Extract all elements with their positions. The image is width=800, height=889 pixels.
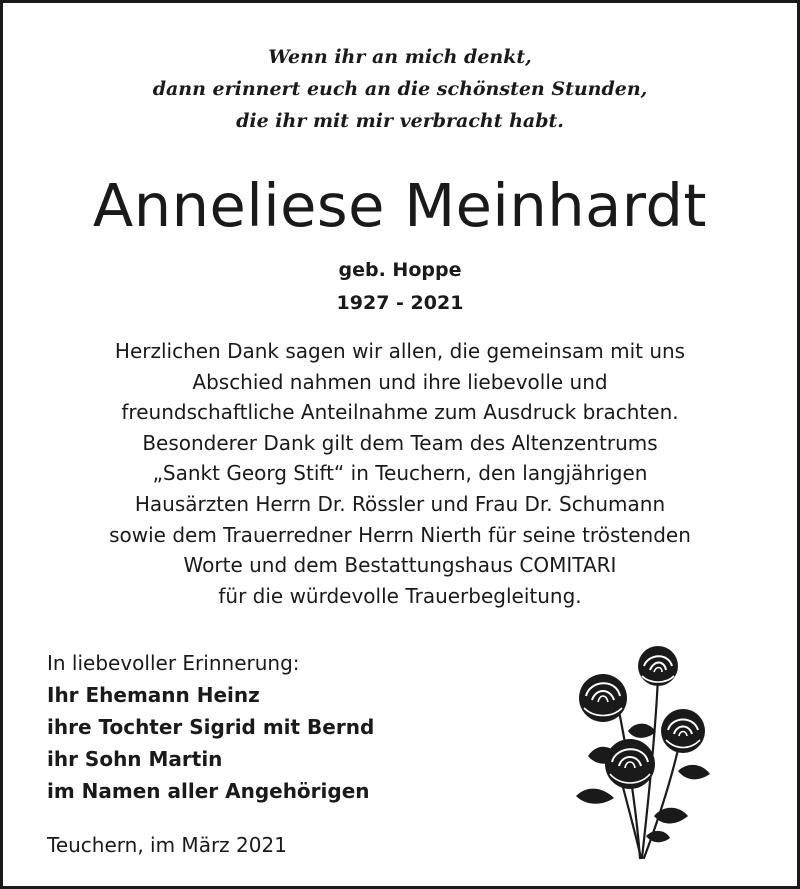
quote-line: Wenn ihr an mich denkt, [268, 46, 532, 68]
signer-name: ihr Sohn Martin [47, 747, 223, 771]
thanks-line: Abschied nahmen und ihre liebevolle und [192, 369, 608, 394]
thanks-line: Besonderer Dank gilt dem Team des Altenzentrums [142, 430, 658, 455]
life-years: 1927 - 2021 [336, 292, 464, 314]
thanks-line: freundschaftliche Anteilnahme zum Ausdruck brachten. [121, 400, 679, 425]
thanks-line: für die würdevolle Trauerbegleitung. [218, 583, 582, 608]
roses-icon [558, 636, 718, 861]
memorial-quote [3, 41, 797, 137]
thanks-text [3, 336, 797, 611]
signers-block [47, 647, 374, 807]
signer-name: Ihr Ehemann Heinz [47, 683, 260, 707]
thanks-line: sowie dem Trauerredner Herrn Nierth für seine tröstenden [109, 522, 691, 547]
signer-name: im Namen aller Angehörigen [47, 779, 370, 803]
thanks-line: Hausärzten Herrn Dr. Rössler und Frau Dr. Schumann [134, 491, 666, 516]
quote-line: dann erinnert euch an die schönsten Stunden, [152, 78, 648, 100]
thanks-line: „Sankt Georg Stift“ in Teuchern, den langjährigen [152, 461, 648, 486]
maiden-name: geb. Hoppe [338, 259, 462, 281]
thanks-line: Worte und dem Bestattungshaus COMITARI [183, 553, 617, 578]
place-and-date: Teuchern, im März 2021 [47, 833, 287, 857]
signers-intro: In liebevoller Erinnerung: [47, 651, 300, 675]
signer-name: ihre Tochter Sigrid mit Bernd [47, 715, 375, 739]
deceased-name: Anneliese Meinhardt [92, 171, 708, 240]
quote-line: die ihr mit mir verbracht habt. [236, 110, 564, 132]
thanks-line: Herzlichen Dank sagen wir allen, die gemeinsam mit uns [114, 339, 686, 363]
